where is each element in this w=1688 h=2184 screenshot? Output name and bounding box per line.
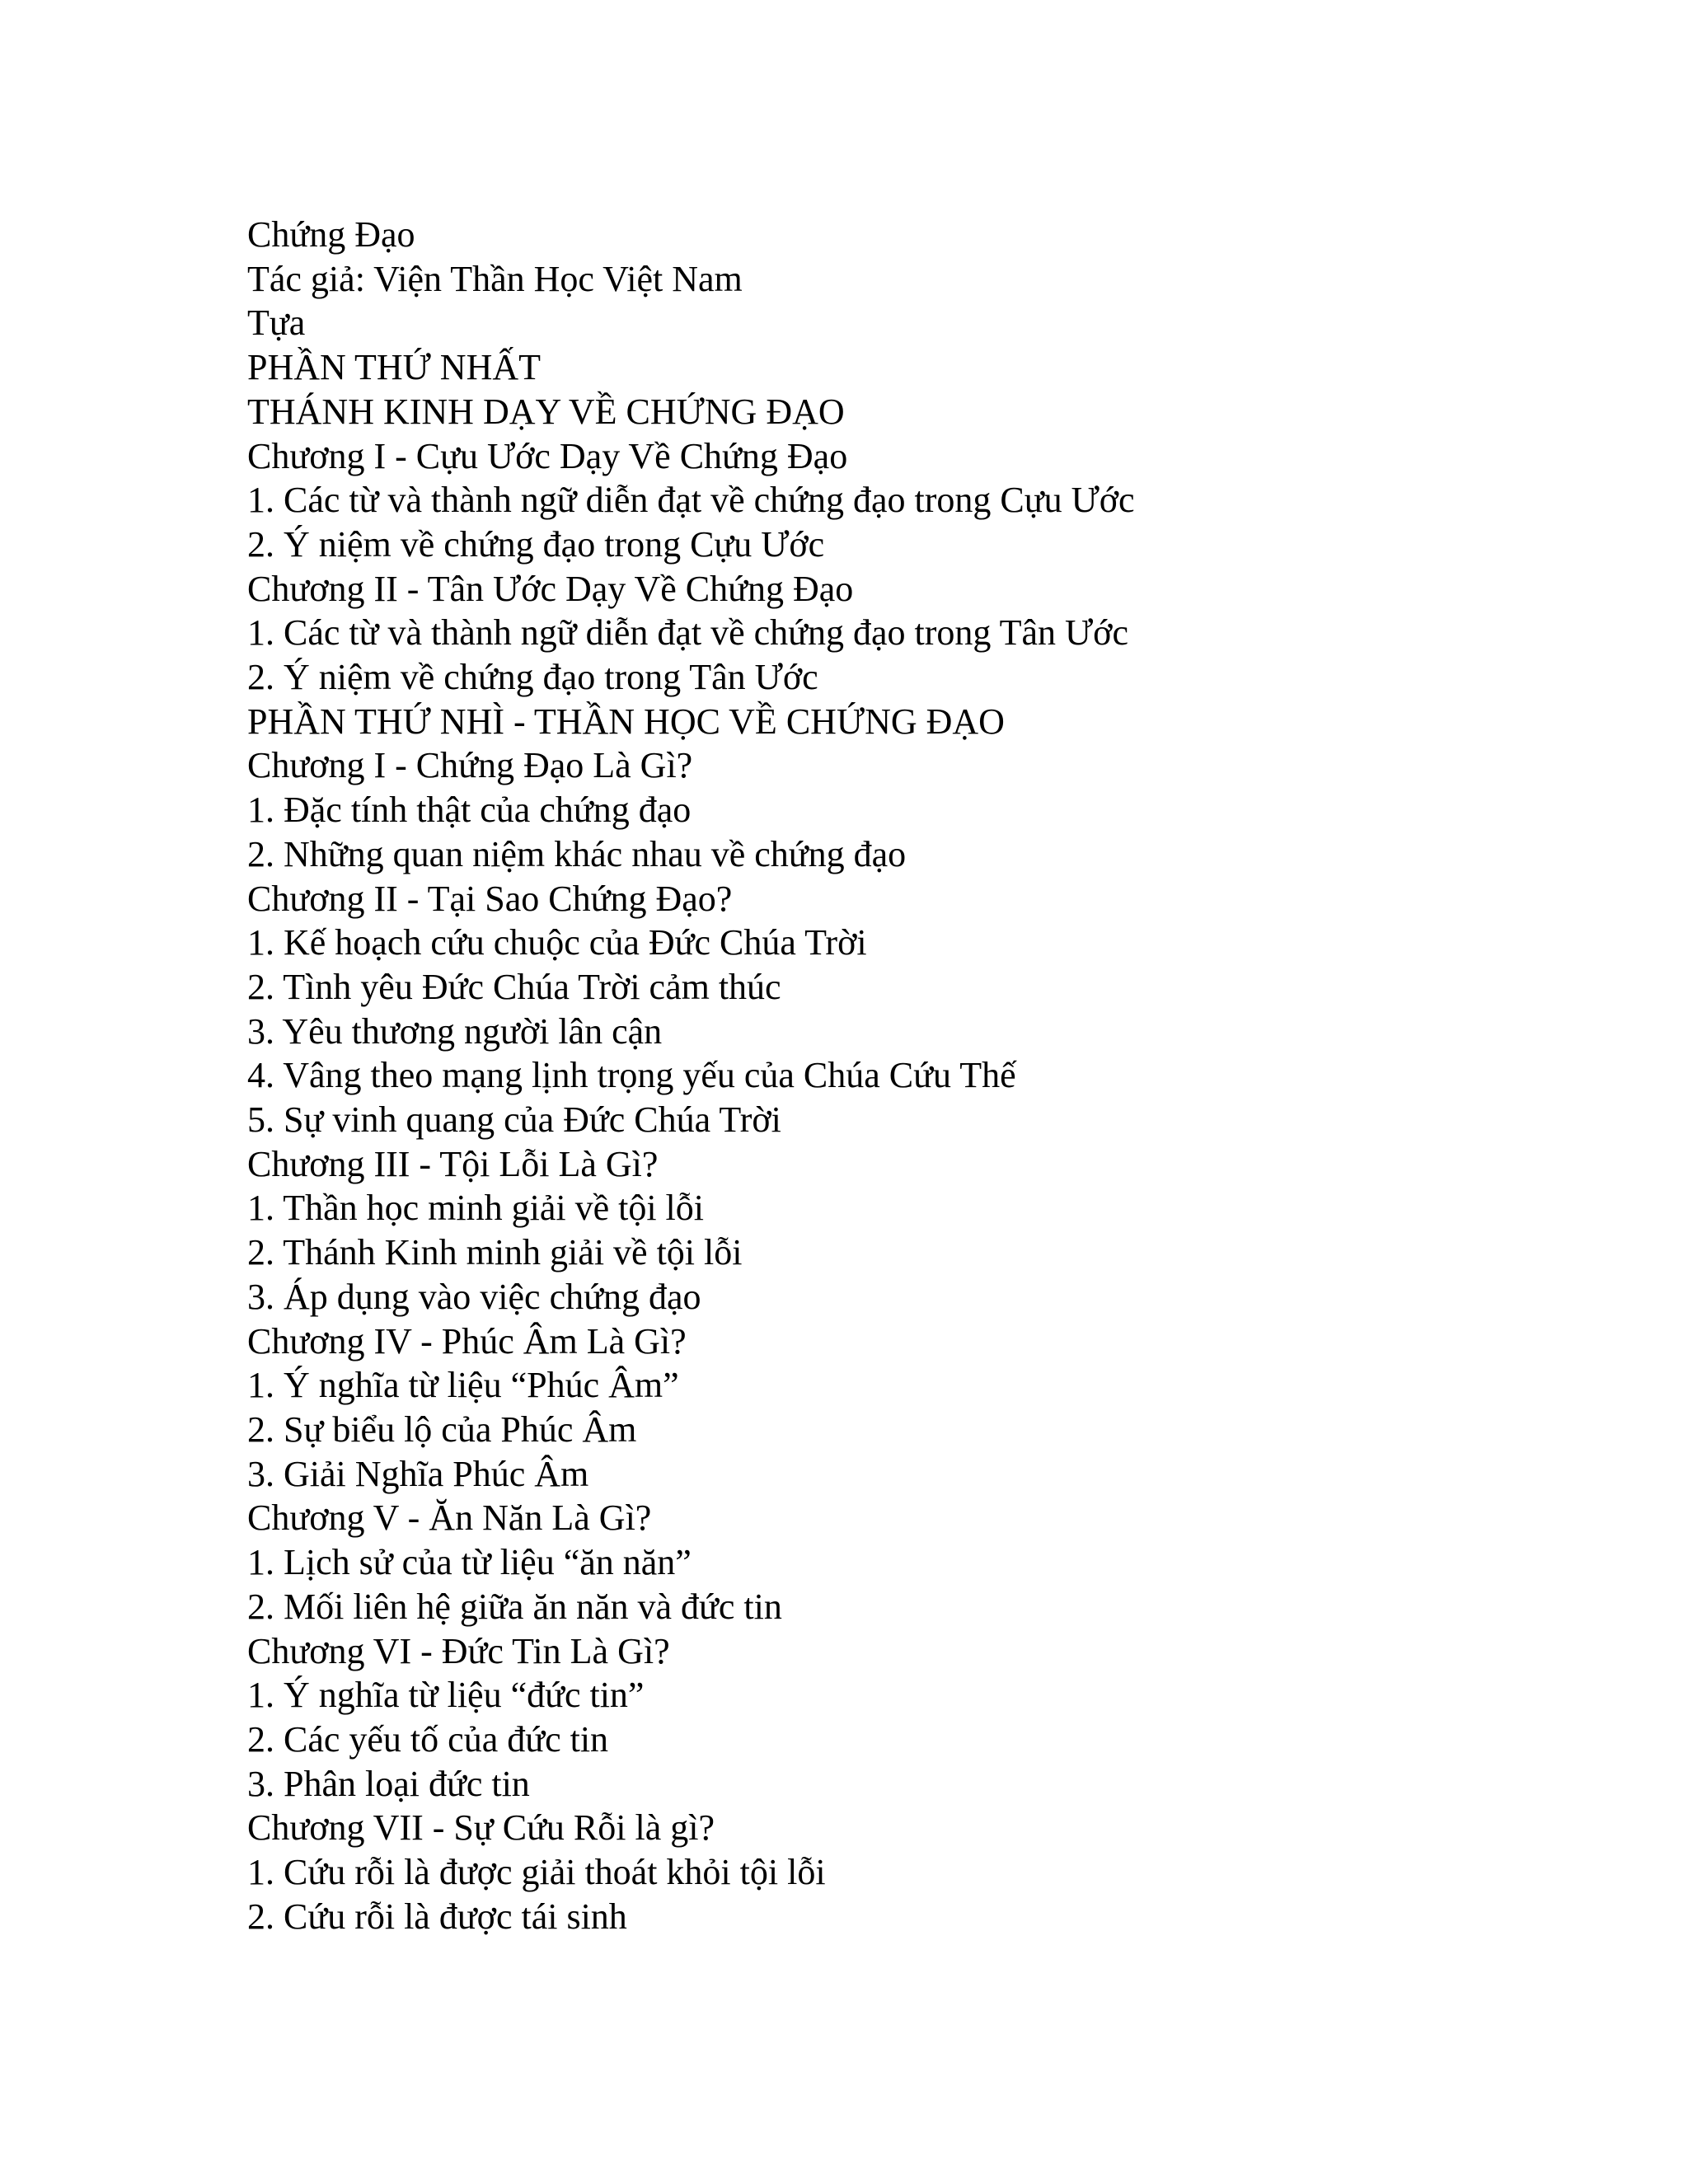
toc-section: 2. Thánh Kinh minh giải về tội lỗi [247,1232,743,1273]
toc-section: 2. Tình yêu Đức Chúa Trời cảm thúc [247,966,781,1007]
toc-section: 1. Các từ và thành ngữ diễn đạt về chứng đạo trong Tân Ước [247,612,1128,654]
toc-part-title: THÁNH KINH DẠY VỀ CHỨNG ĐẠO [247,391,845,432]
toc-chapter: Chương V - Ăn Năn Là Gì? [247,1497,652,1539]
toc-chapter: Chương II - Tại Sao Chứng Đạo? [247,878,733,919]
toc-chapter: Chương VI - Đức Tin Là Gì? [247,1630,670,1671]
toc-section: 3. Phân loại đức tin [247,1763,530,1804]
toc-section: 4. Vâng theo mạng lịnh trọng yếu của Chúa Cứu Thế [247,1055,1016,1096]
toc-section: 2. Các yếu tố của đức tin [247,1718,609,1760]
toc-section: 2. Ý niệm về chứng đạo trong Cựu Ước [247,523,825,565]
toc-section: 1. Cứu rỗi là được giải thoát khỏi tội lỗi [247,1852,826,1893]
toc-section: 1. Đặc tính thật của chứng đạo [247,790,692,831]
author-line: Tác giả: Viện Thần Học Việt Nam [247,258,743,299]
toc-section: 1. Lịch sử của từ liệu “ăn năn” [247,1542,692,1583]
toc-preface: Tựa [247,302,306,344]
toc-section: 2. Ý niệm về chứng đạo trong Tân Ước [247,657,818,698]
toc-section: 5. Sự vinh quang của Đức Chúa Trời [247,1099,781,1141]
toc-section: 2. Mối liên hệ giữa ăn năn và đức tin [247,1586,782,1627]
toc-section: 2. Cứu rỗi là được tái sinh [247,1896,627,1937]
toc-part-heading: PHẦN THỨ NHẤT [247,347,541,388]
document-title: Chứng Đạo [247,214,415,255]
toc-chapter: Chương I - Cựu Ước Dạy Về Chứng Đạo [247,435,848,476]
toc-chapter: Chương II - Tân Ước Dạy Về Chứng Đạo [247,568,854,609]
toc-section: 1. Các từ và thành ngữ diễn đạt về chứng đạo trong Cựu Ước [247,480,1135,521]
table-of-contents [247,213,1648,1938]
toc-part-heading: PHẦN THỨ NHÌ - THẦN HỌC VỀ CHỨNG ĐẠO [247,701,1005,742]
toc-chapter: Chương III - Tội Lỗi Là Gì? [247,1143,659,1184]
toc-section: 2. Những quan niệm khác nhau về chứng đạo [247,833,907,874]
toc-section: 3. Yêu thương người lân cận [247,1010,663,1052]
toc-section: 1. Kế hoạch cứu chuộc của Đức Chúa Trời [247,922,867,963]
toc-section: 3. Áp dụng vào việc chứng đạo [247,1276,701,1317]
toc-section: 1. Ý nghĩa từ liệu “Phúc Âm” [247,1365,679,1406]
toc-section: 3. Giải Nghĩa Phúc Âm [247,1453,589,1494]
toc-chapter: Chương VII - Sự Cứu Rỗi là gì? [247,1807,715,1849]
toc-section: 1. Thần học minh giải về tội lỗi [247,1188,704,1229]
toc-section: 2. Sự biểu lộ của Phúc Âm [247,1408,637,1450]
toc-chapter: Chương I - Chứng Đạo Là Gì? [247,745,693,786]
toc-chapter: Chương IV - Phúc Âm Là Gì? [247,1320,687,1361]
toc-section: 1. Ý nghĩa từ liệu “đức tin” [247,1675,645,1716]
